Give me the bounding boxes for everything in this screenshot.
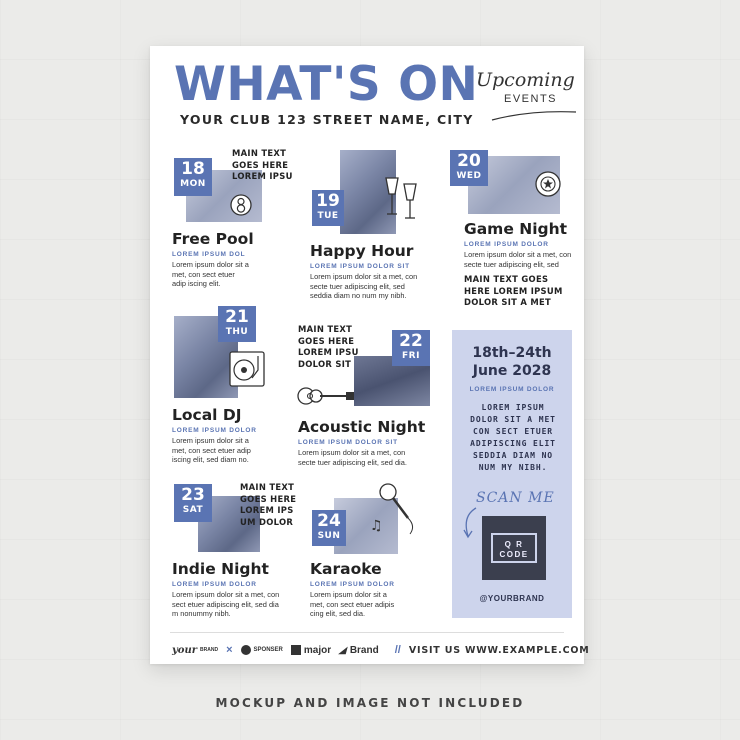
event-lorem: LOREM IPSUM DOLOR [172, 581, 257, 588]
date-number: 23 [181, 485, 205, 505]
date-number: 20 [457, 151, 481, 171]
event-body: Lorem ipsum dolor sit a met, con secte tuer adipiscing elit, sed [464, 250, 572, 269]
events-caps: EVENTS [504, 93, 558, 105]
event-title: Karaoke [310, 560, 382, 578]
slashes: // [394, 644, 401, 656]
date-number: 18 [181, 159, 205, 179]
panel-lorem: LOREM IPSUM DOLOR [469, 386, 555, 393]
date-day: SAT [182, 505, 204, 515]
event-title: Acoustic Night [298, 418, 426, 436]
mockup-caption: MOCKUP AND IMAGE NOT INCLUDED [215, 696, 525, 710]
svg-text:♫: ♫ [370, 518, 383, 534]
event-title: Game Night [464, 220, 568, 238]
main-text-block: MAIN TEXT GOES HERE LOREM IPSUM DOLOR SIT A MET [464, 274, 563, 308]
main-text-block: MAIN TEXT GOES HERE LOREM IPS UM DOLOR [240, 482, 297, 527]
microphone-icon [368, 480, 422, 536]
visit-website-link[interactable]: VISIT US WWW.EXAMPLE.COM [408, 644, 590, 656]
info-side-panel [452, 330, 572, 618]
event-lorem: LOREM IPSUM DOLOR SIT [298, 439, 398, 446]
poker-chip-icon [534, 170, 562, 198]
qr-code-label: Q R CODE [491, 533, 537, 563]
event-title: Local DJ [172, 406, 242, 424]
panel-body-text: LOREM IPSUM DOLOR SIT A MET CON SECT ETUER ADIPISCING ELIT SEDDIA DIAM NO NUM MY NIBH. [470, 403, 556, 472]
main-text-block: MAIN TEXT GOES HERE LOREM IPSU [232, 148, 293, 182]
event-title: Happy Hour [310, 242, 414, 260]
poster-title: WHAT'S ON [174, 57, 479, 112]
event-body: Lorem ipsum dolor sit a met, con secte tuer adipiscing elit, sed dia. [298, 448, 407, 467]
times-symbol: × [226, 644, 233, 656]
date-day: TUE [317, 211, 339, 221]
brand-handle: @YOURBRAND [479, 594, 545, 603]
event-body: Lorem ipsum dolor sit a met, con secte tuer adipiscing elit, sed seddia diam no num my nibh. [310, 272, 418, 301]
footer-divider [170, 632, 564, 633]
underline-swoosh-icon [490, 106, 580, 126]
event-body: Lorem ipsum dolor sit a met, con sect etuer adipiscing elit, sed dia m nonummy nibh. [172, 590, 280, 619]
guitar-icon [296, 380, 356, 410]
event-body: Lorem ipsum dolor sit a met, con sect etuer adip iscing elit. [172, 260, 249, 289]
brand-logo-your: your BRAND [172, 644, 219, 656]
date-number: 24 [317, 511, 341, 531]
main-text-block: MAIN TEXT GOES HERE LOREM IPSU DOLOR SIT [298, 324, 359, 369]
poster-subtitle: YOUR CLUB 123 STREET NAME, CITY [180, 112, 474, 127]
eight-ball-icon [230, 188, 252, 222]
brand-logo-sponser: SPONSER [241, 645, 283, 655]
major-square-icon [291, 645, 301, 655]
date-day: FRI [402, 351, 420, 361]
event-lorem: LOREM IPSUM DOL [172, 251, 246, 258]
date-day: MON [180, 179, 206, 189]
date-day: SUN [317, 531, 341, 541]
date-number: 22 [399, 331, 423, 351]
event-lorem: LOREM IPSUM DOLOR SIT [310, 263, 410, 270]
event-title: Indie Night [172, 560, 269, 578]
date-badge [312, 510, 346, 546]
date-badge [450, 150, 488, 186]
curved-arrow-icon [458, 506, 484, 540]
date-badge [174, 158, 212, 196]
date-number: 19 [316, 191, 340, 211]
champagne-glasses-icon [382, 174, 422, 222]
date-day: WED [456, 171, 482, 181]
event-title: Free Pool [172, 230, 254, 248]
event-lorem: LOREM IPSUM DOLOR [464, 241, 549, 248]
sponsor-footer [172, 640, 590, 660]
date-badge [174, 484, 212, 522]
date-day: THU [225, 327, 249, 337]
turntable-icon [228, 350, 266, 388]
event-body: Lorem ipsum dolor sit a met, con sect etuer adipis cing elit, sed dia. [310, 590, 395, 619]
brand-logo-brand: ◢ Brand [337, 644, 379, 656]
event-date-range: 18th–24th June 2028 [472, 345, 552, 379]
event-lorem: LOREM IPSUM DOLOR [310, 581, 395, 588]
event-lorem: LOREM IPSUM DOLOR [172, 427, 257, 434]
sponsor-dot-icon [241, 645, 251, 655]
qr-code[interactable] [482, 516, 546, 580]
date-badge [312, 190, 344, 226]
event-body: Lorem ipsum dolor sit a met, con sect etuer adip iscing elit, sed diam no. [172, 436, 251, 465]
scan-me-label: SCAN ME [476, 490, 555, 506]
date-number: 21 [225, 307, 249, 327]
upcoming-script: Upcoming [476, 69, 575, 91]
date-badge [392, 330, 430, 366]
brand-logo-major: major [291, 645, 331, 656]
date-badge [218, 306, 256, 342]
event-poster [150, 46, 590, 664]
